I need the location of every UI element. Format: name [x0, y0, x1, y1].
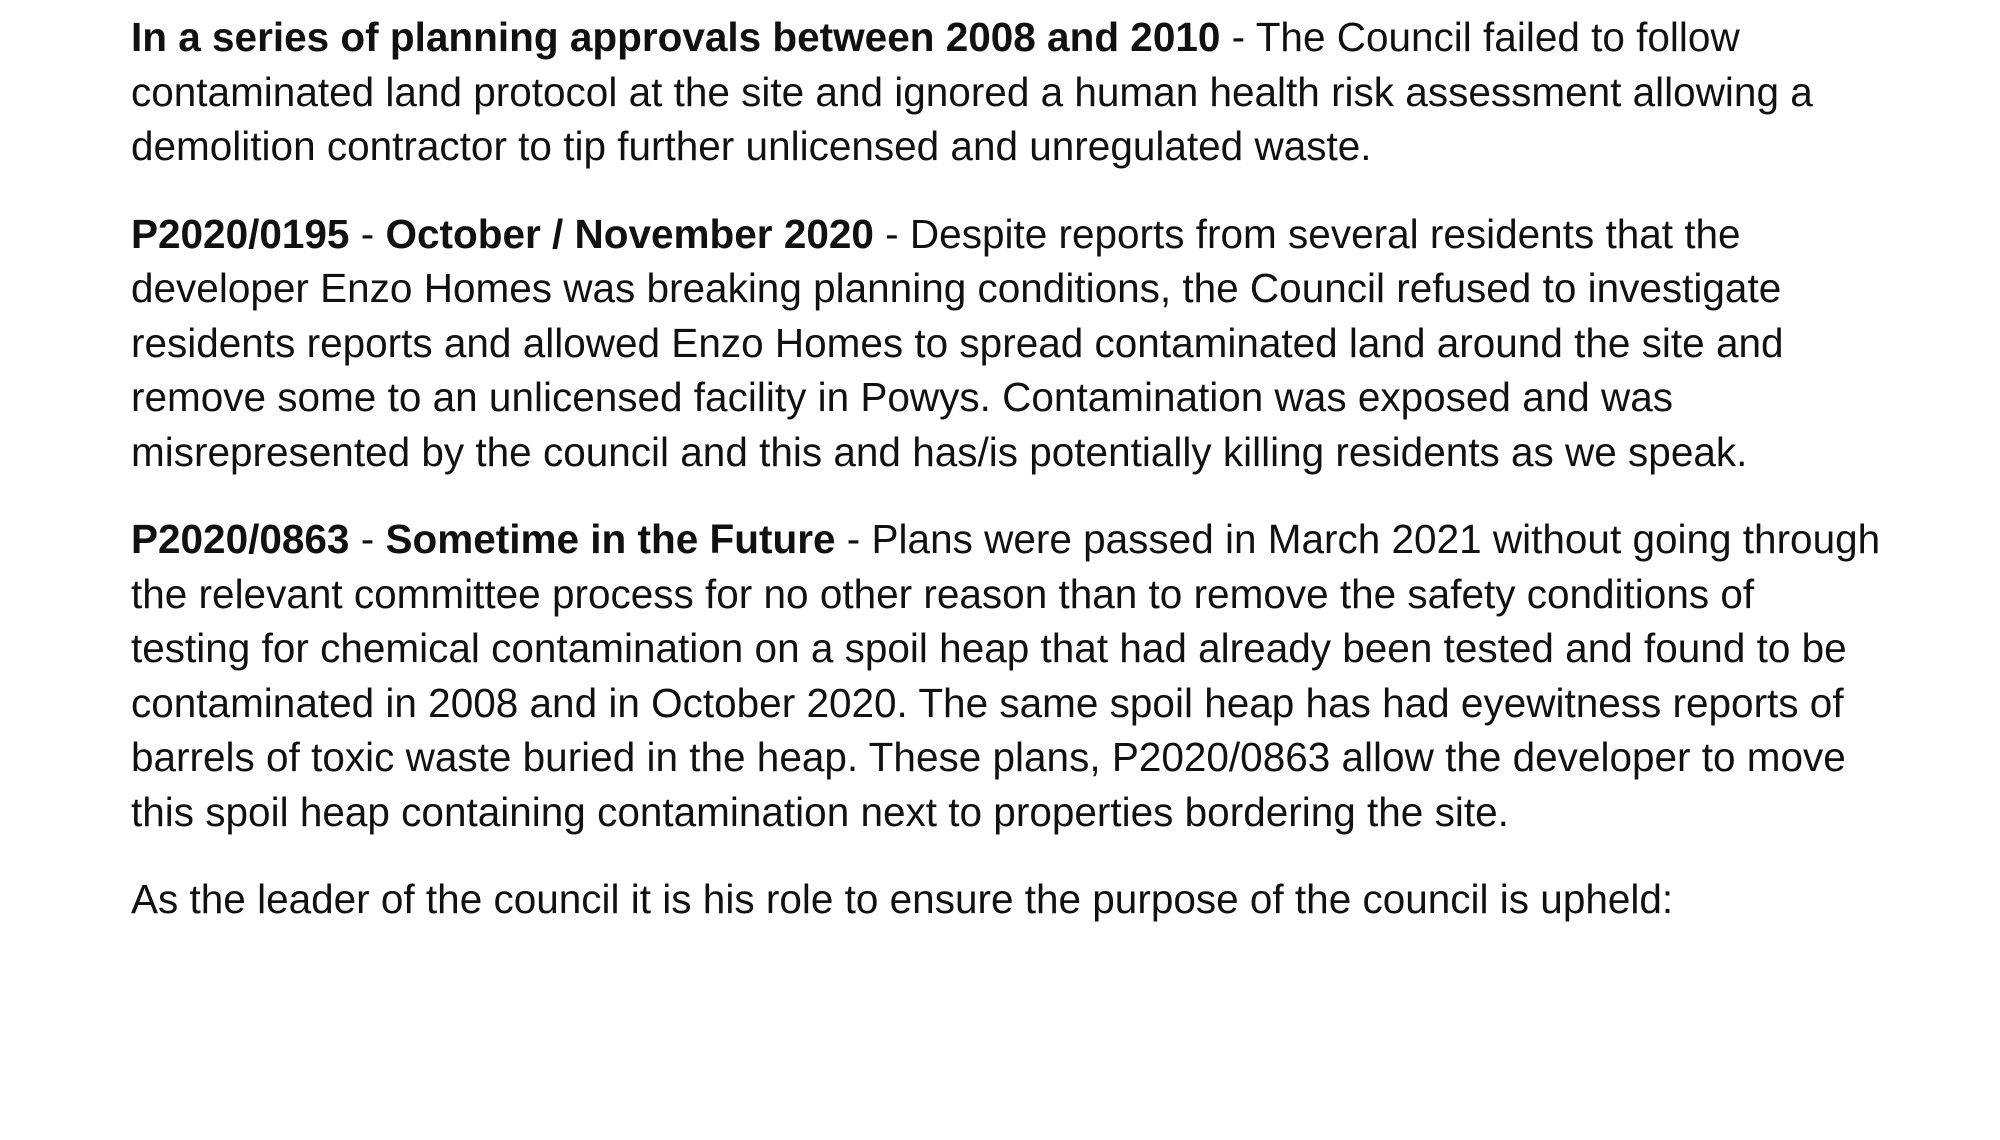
paragraph-p2020-0195 [131, 207, 1881, 480]
paragraph-p2020-0863 [131, 512, 1881, 839]
paragraph-text: Despite reports from several residents that the developer Enzo Homes was breaking planning conditions, the Council refused to investigate residents reports and allowed Enzo Homes to spread contaminated land around the site and remove some to an unlicensed facility in Powys. Contamination was exposed and was misrepresented by the council and this and has/is potentially killing residents as we speak. [131, 210, 1784, 475]
reference-number: P2020/0195 [131, 210, 350, 257]
separator: - [349, 516, 386, 562]
paragraph-2008-2010 [131, 10, 1881, 174]
separator: - [835, 516, 872, 562]
paragraph-text: As the leader of the council it is his role to ensure the purpose of the council is upheld: [131, 876, 1674, 922]
paragraph-heading: In a series of planning approvals between 2008 and 2010 [131, 14, 1221, 60]
separator: - [1220, 14, 1256, 60]
document-body [131, 10, 1881, 927]
reference-number: P2020/0863 [131, 516, 350, 562]
paragraph-heading: October / November 2020 [385, 210, 874, 257]
paragraph-text: The Council failed to follow contaminated land protocol at the site and ignored a human health risk assessment allowing a demolition contractor to tip further unlicensed and unregulated waste. [131, 14, 1813, 169]
separator: - [873, 210, 910, 257]
paragraph-heading: Sometime in the Future [385, 516, 836, 562]
paragraph-council-leader [131, 872, 1881, 927]
separator: - [349, 210, 386, 257]
paragraph-text: Plans were passed in March 2021 without going through the relevant committee process for no other reason than to remove the safety conditions of testing for chemical contamination on a spoil heap that had already been tested and found to be contaminated in 2008 and in October 2020. The same spoil heap has had eyewitness reports of barrels of toxic waste buried in the heap. These plans, P2020/0863 allow the developer to move this spoil heap containing contamination next to properties bordering the site. [131, 516, 1881, 835]
